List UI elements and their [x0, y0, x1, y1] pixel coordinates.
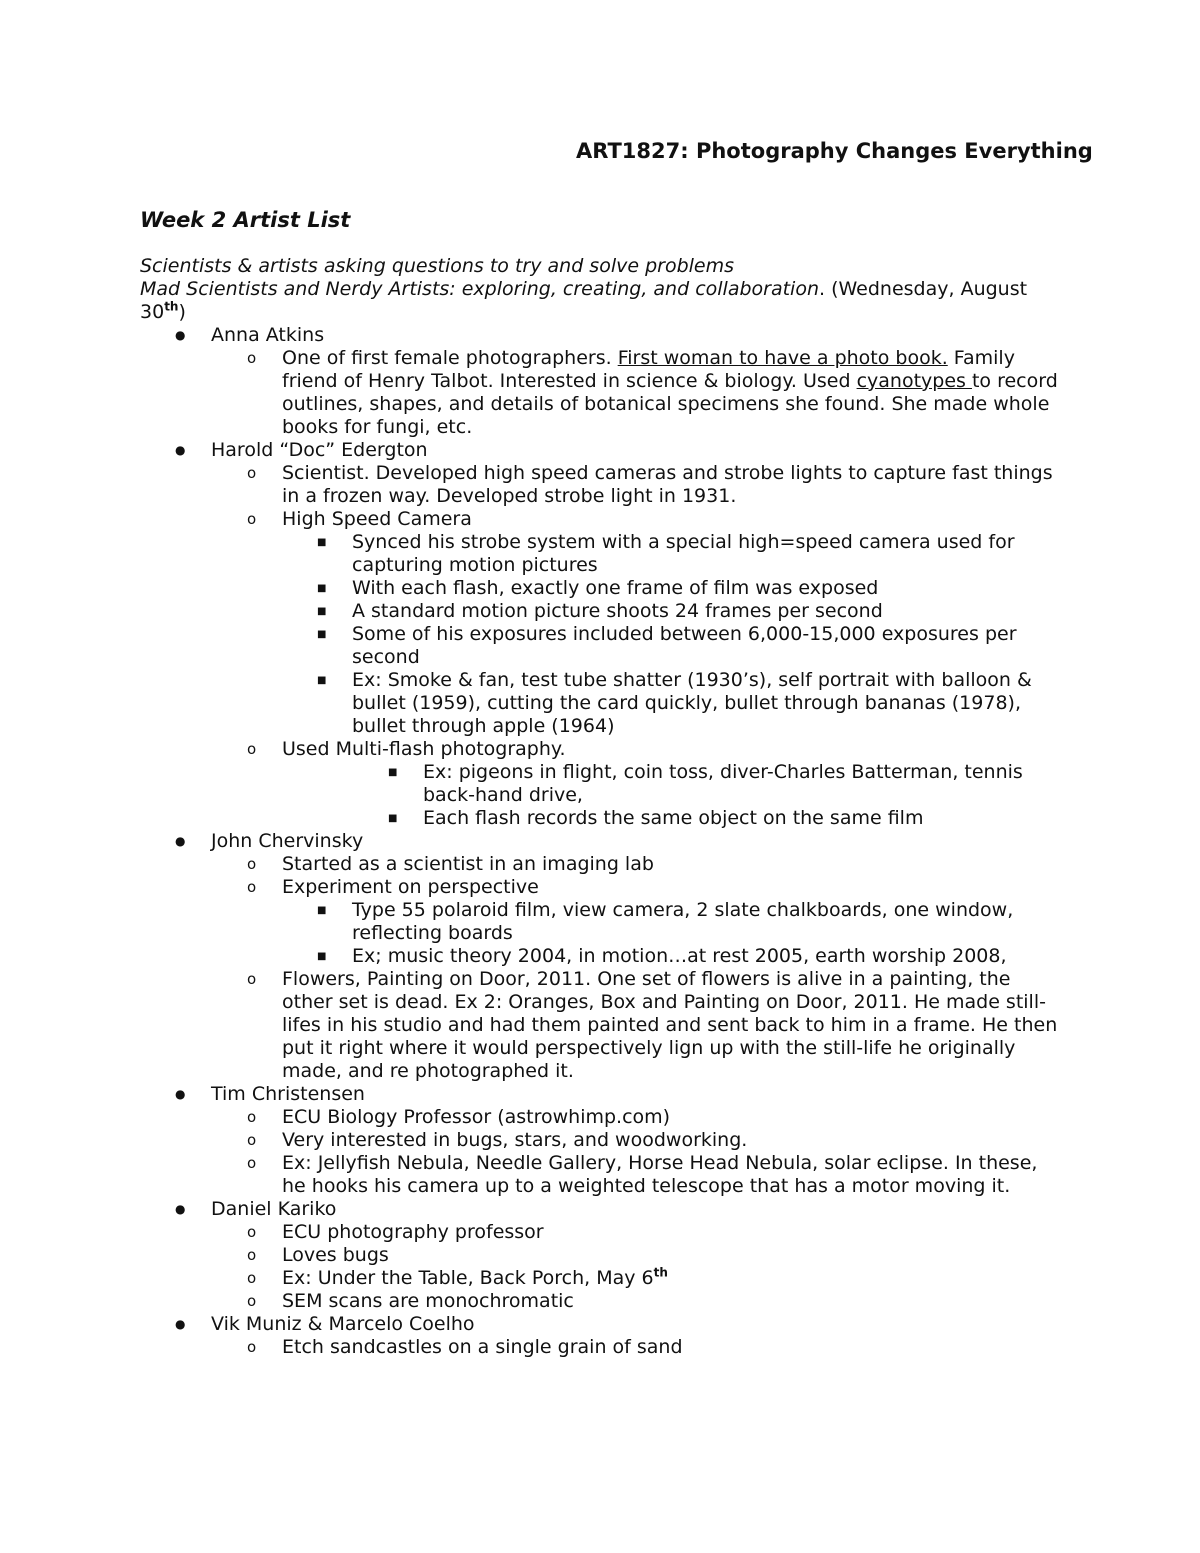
artist-item: ● Anna Atkins [140, 324, 1065, 347]
note-item: o ECU photography professor [140, 1221, 1065, 1244]
note-item: o Experiment on perspective [140, 876, 1065, 899]
note-item: o Loves bugs [140, 1244, 1065, 1267]
topic-line [140, 278, 1065, 324]
sub-point: ■ A standard motion picture shoots 24 frames per second [140, 600, 1065, 623]
topic-italic: Mad Scientists and Nerdy Artists: exploring, creating, and collaboration [140, 278, 819, 300]
topic-sup: th [164, 299, 179, 314]
artist-item: ● Vik Muniz & Marcelo Coelho [140, 1313, 1065, 1336]
course-title: ART1827: Photography Changes Everything [576, 139, 1093, 163]
sub-point: ■ Ex: Smoke & fan, test tube shatter (1930’s), self portrait with balloon & bullet (1959), cutting the card quickly, bullet through bananas (1978), bullet through apple (1964) [140, 669, 1065, 738]
sub-point: ■ Ex; music theory 2004, in motion…at rest 2005, earth worship 2008, [140, 945, 1065, 968]
document-body [140, 255, 1065, 1359]
note-item: o Scientist. Developed high speed cameras and strobe lights to capture fast things in a frozen way. Developed strobe light in 1931. [140, 462, 1065, 508]
sub-point: ■ With each flash, exactly one frame of film was exposed [140, 577, 1065, 600]
note-item [140, 1267, 1065, 1290]
note-text: Ex: Under the Table, Back Porch, May 6 [282, 1267, 654, 1289]
topic-end: ) [178, 301, 186, 323]
note-item: o Flowers, Painting on Door, 2011. One set of flowers is alive in a painting, the other set is dead. Ex 2: Oranges, Box and Painting on Door, 2011. He made still-lifes in his studio and had them painted and sent back to him in a frame. He then put it right where it would perspectively lign up with the still-life he originally made, and re photographed it. [140, 968, 1065, 1083]
topic-date: . (Wednesday, August 30 [140, 278, 1028, 323]
note-text: One of first female photographers. [282, 347, 618, 369]
week-title: Week 2 Artist List [140, 208, 351, 232]
note-item: o Etch sandcastles on a single grain of sand [140, 1336, 1065, 1359]
note-item: o SEM scans are monochromatic [140, 1290, 1065, 1313]
note-item [140, 347, 1065, 439]
sub-point: ■ Each flash records the same object on the same film [140, 807, 1065, 830]
underlined-text: First woman to have a photo book. [617, 347, 948, 369]
note-text: to record outlines, shapes, and details of botanical specimens she found. She made whole books for fungi, etc. [282, 370, 1058, 438]
note-text: Family friend of Henry Talbot. Interested in science & biology. Used [282, 347, 1015, 392]
note-item: o High Speed Camera [140, 508, 1065, 531]
note-item: o Started as a scientist in an imaging lab [140, 853, 1065, 876]
artist-list [140, 324, 1065, 1359]
sub-point: ■ Ex: pigeons in flight, coin toss, diver-Charles Batterman, tennis back-hand drive, [140, 761, 1065, 807]
note-item: o Ex: Jellyfish Nebula, Needle Gallery, Horse Head Nebula, solar eclipse. In these, he hooks his camera up to a weighted telescope that has a motor moving it. [140, 1152, 1065, 1198]
sub-point: ■ Some of his exposures included between 6,000-15,000 exposures per second [140, 623, 1065, 669]
note-item: o Used Multi-flash photography. [140, 738, 1065, 761]
subtitle: Scientists & artists asking questions to try and solve problems [140, 255, 735, 277]
artist-item: ● Daniel Kariko [140, 1198, 1065, 1221]
artist-item: ● Harold “Doc” Edergton [140, 439, 1065, 462]
sub-point: ■ Synced his strobe system with a special high=speed camera used for capturing motion pictures [140, 531, 1065, 577]
superscript: th [653, 1265, 668, 1280]
note-item: o ECU Biology Professor (astrowhimp.com) [140, 1106, 1065, 1129]
sub-point: ■ Type 55 polaroid film, view camera, 2 slate chalkboards, one window, reflecting boards [140, 899, 1065, 945]
underlined-text: cyanotypes [856, 370, 972, 392]
artist-item: ● John Chervinsky [140, 830, 1065, 853]
note-item: o Very interested in bugs, stars, and woodworking. [140, 1129, 1065, 1152]
artist-item: ● Tim Christensen [140, 1083, 1065, 1106]
